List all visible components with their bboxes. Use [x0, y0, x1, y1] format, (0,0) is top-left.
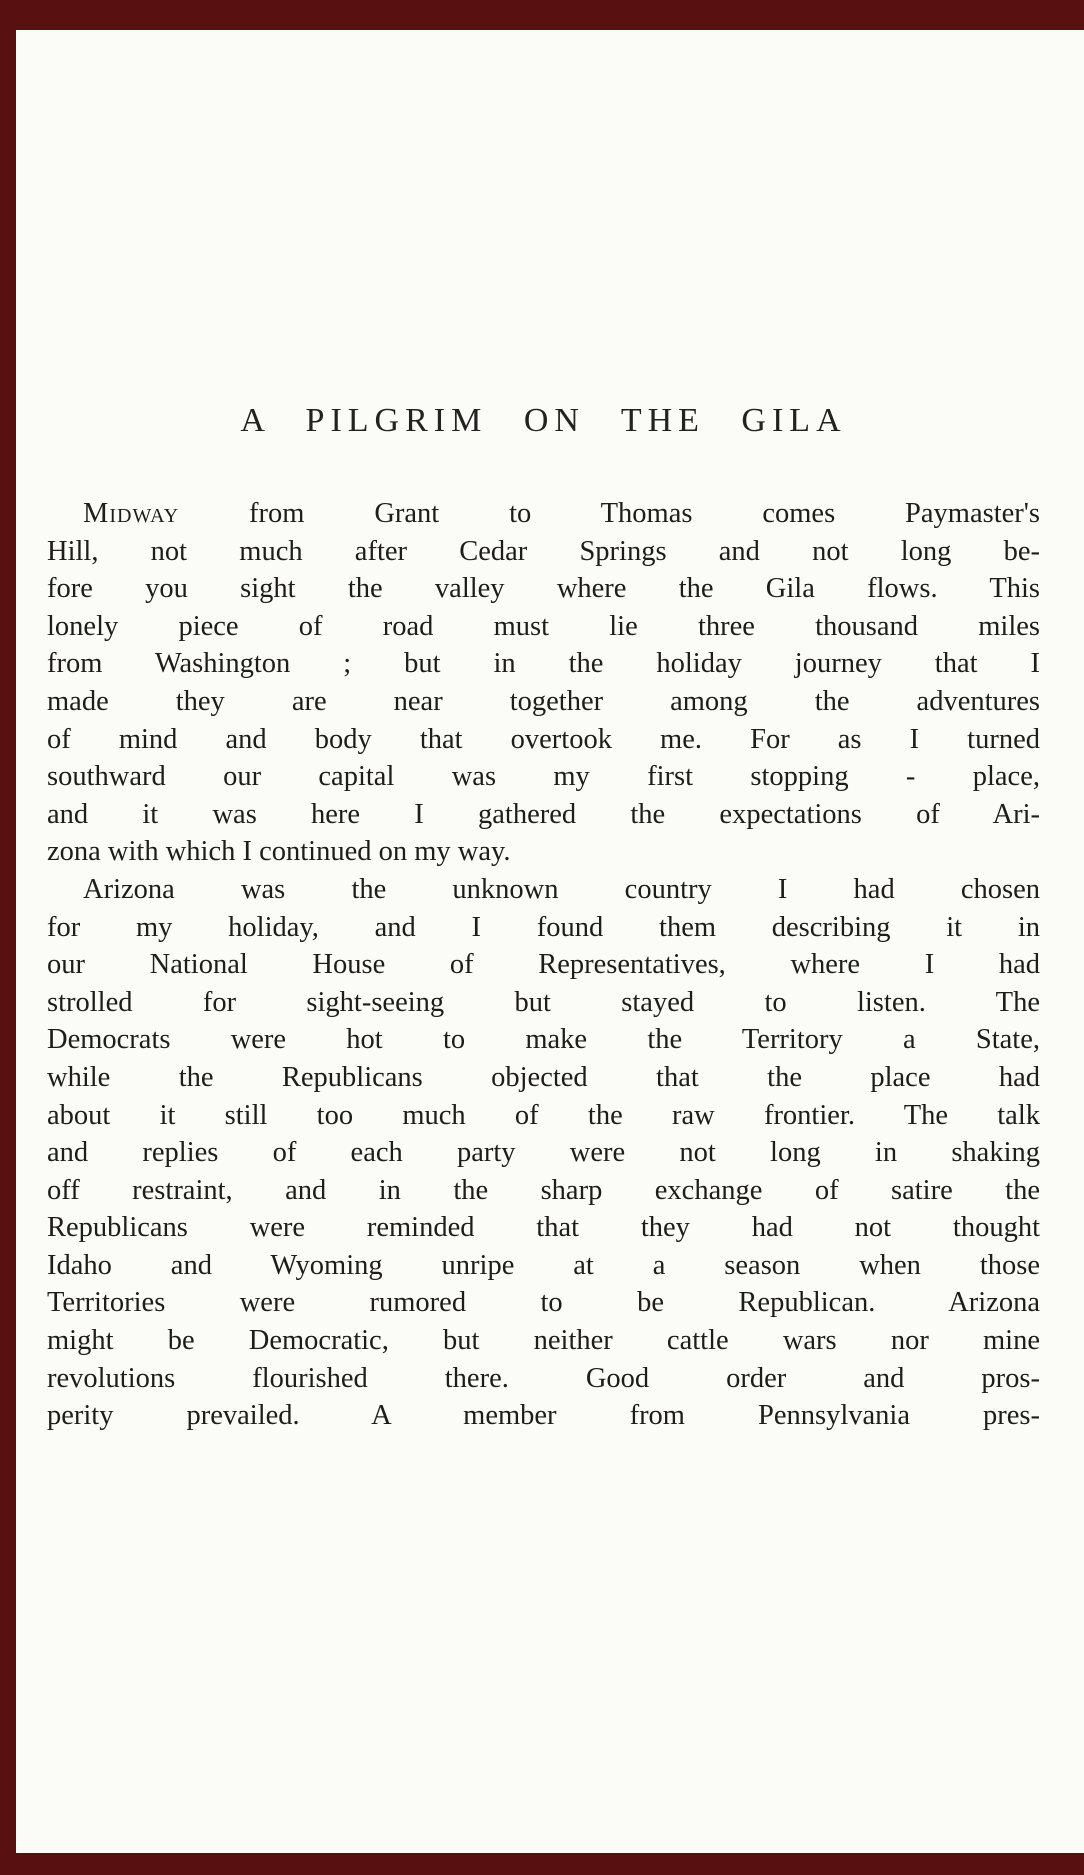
- text-line: and replies of each party were not long in shaking: [47, 1137, 1040, 1169]
- page-edge-left: [0, 0, 16, 1875]
- text-line: Arizona was the unknown country I had chosen: [83, 873, 1040, 905]
- text-line: while the Republicans objected that the place had: [47, 1061, 1040, 1093]
- text-line: Territories were rumored to be Republican. Arizona: [47, 1287, 1040, 1319]
- small-caps-lead-word: Midway: [83, 498, 180, 529]
- text-line: lonely piece of road must lie three thousand miles: [47, 610, 1040, 642]
- text-line: fore you sight the valley where the Gila flows. This: [47, 573, 1040, 605]
- text-line: and it was here I gathered the expectations of Ari-: [47, 798, 1040, 830]
- book-page: [47, 0, 1040, 1435]
- text-line: from Washington ; but in the holiday journey that I: [47, 648, 1040, 680]
- text-line: Democrats were hot to make the Territory a State,: [47, 1024, 1040, 1056]
- text-line: Republicans were reminded that they had not thought: [47, 1212, 1040, 1244]
- text-line: Idaho and Wyoming unripe at a season when those: [47, 1249, 1040, 1281]
- text-line: about it still too much of the raw frontier. The talk: [47, 1099, 1040, 1131]
- text-line: Midway from Grant to Thomas comes Paymaster's: [83, 498, 1040, 529]
- page-title: A PILGRIM ON THE GILA: [240, 402, 847, 439]
- text-line: of mind and body that overtook me. For as I turned: [47, 723, 1040, 755]
- page-edge-bottom: [0, 1853, 1084, 1875]
- text-line: off restraint, and in the sharp exchange of satire the: [47, 1174, 1040, 1206]
- text-line: strolled for sight-seeing but stayed to listen. The: [47, 986, 1040, 1018]
- text-line: might be Democratic, but neither cattle wars nor mine: [47, 1325, 1040, 1357]
- text-line: for my holiday, and I found them describing it in: [47, 911, 1040, 943]
- text-line: zona with which I continued on my way.: [47, 836, 511, 868]
- text-line: our National House of Representatives, where I had: [47, 949, 1040, 981]
- text-line: Hill, not much after Cedar Springs and not long be-: [47, 535, 1040, 567]
- text-block: [47, 495, 1040, 1435]
- text-line: southward our capital was my first stopping - place,: [47, 761, 1040, 793]
- text-line: revolutions flourished there. Good order and pros-: [47, 1362, 1040, 1394]
- text-line: perity prevailed. A member from Pennsylvania pres-: [47, 1400, 1040, 1432]
- text-line: made they are near together among the adventures: [47, 685, 1040, 717]
